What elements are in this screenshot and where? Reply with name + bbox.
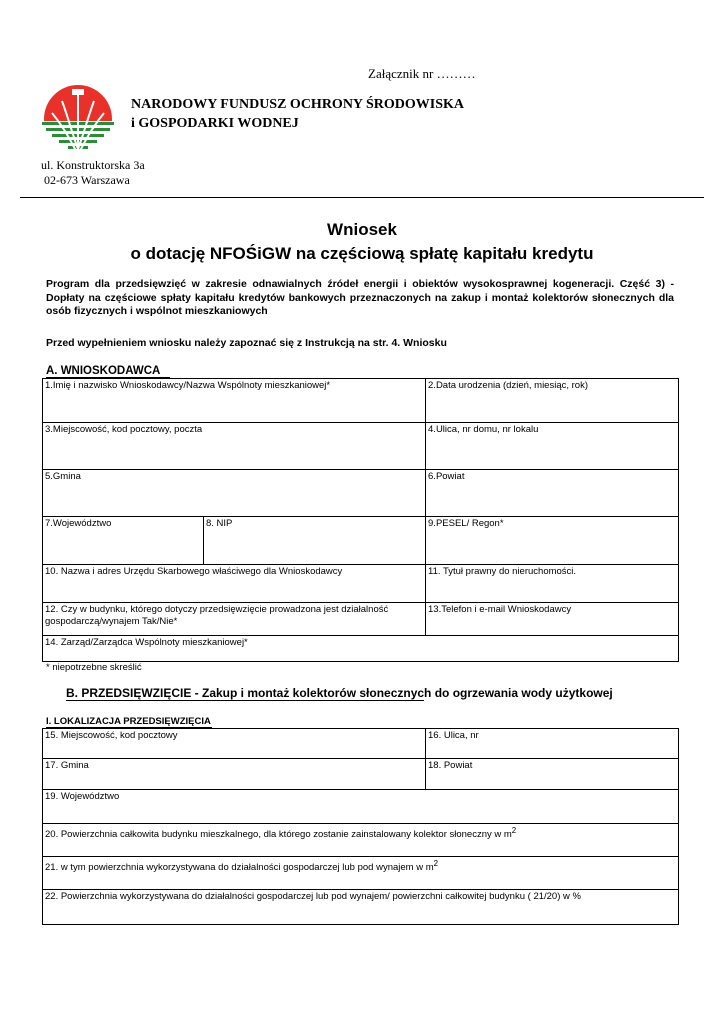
project-location-table (42, 728, 679, 925)
total-area-label: 20. Powierzchnia całkowita budynku mieszkalnego, dla którego zostanie zainstalowany kolektor słoneczny w m (45, 829, 512, 841)
address-street: ul. Konstruktorska 3a (41, 158, 145, 172)
business-area-label: 21. w tym powierzchnia wykorzystywana do działalności gospodarczej lub pod wynajem w m (45, 862, 434, 874)
field-nip[interactable]: 8. NIP (204, 517, 426, 565)
field-project-commune[interactable]: 17. Gmina (43, 759, 426, 790)
field-total-area[interactable] (43, 824, 679, 857)
field-voivodeship[interactable]: 7.Województwo (43, 517, 204, 565)
nfosigw-logo (42, 83, 114, 155)
field-project-county[interactable]: 18. Powiat (426, 759, 679, 790)
organization-name (131, 95, 464, 133)
section-a-title: A. WNIOSKODAWCA (46, 365, 161, 377)
program-description: Program dla przedsięwzięć w zakresie odnawialnych źródeł energii i obiektów wysokosprawnej kogeneracji. Część 3) - Dopłaty na częściowe spłaty kapitału kredytów bankowych przeznaczonych na zakup i montaż kolektorów słonecznych dla osób fizycznych i wspólnot mieszkaniowych (46, 278, 674, 317)
field-community-board[interactable]: 14. Zarząd/Zarządca Wspólnoty mieszkaniowej* (43, 636, 679, 662)
field-city-postcode[interactable]: 3.Miejscowość, kod pocztowy, poczta (43, 423, 426, 470)
field-business-activity[interactable]: 12. Czy w budynku, którego dotyczy przedsięwzięcie prowadzona jest działalność gospodarczą/wynajem Tak/Nie* (43, 603, 426, 636)
header-divider (20, 197, 704, 198)
field-project-city[interactable]: 15. Miejscowość, kod pocztowy (43, 729, 426, 759)
field-project-street[interactable]: 16. Ulica, nr (426, 729, 679, 759)
unit-superscript: 2 (511, 826, 517, 835)
instruction-note: Przed wypełnieniem wniosku należy zapoznać się z Instrukcją na str. 4. Wniosku (46, 337, 447, 349)
field-phone-email[interactable]: 13.Telefon i e-mail Wnioskodawcy (426, 603, 679, 636)
applicant-table (42, 378, 679, 662)
annex-number: Załącznik nr ……… (368, 66, 476, 81)
unit-superscript: 2 (433, 859, 439, 868)
field-project-voivodeship[interactable]: 19. Województwo (43, 790, 679, 824)
title-line-1: Wniosek (327, 220, 397, 239)
address-city: 02-673 Warszawa (44, 173, 130, 187)
field-area-ratio[interactable]: 22. Powierzchnia wykorzystywana do działalności gospodarczej lub pod wynajem/ powierzchni całkowitej budynku ( 21/20) w % (43, 890, 679, 925)
org-line-2: i GOSPODARKI WODNEJ (131, 116, 299, 131)
field-county[interactable]: 6.Powiat (426, 470, 679, 517)
field-tax-office[interactable]: 10. Nazwa i adres Urzędu Skarbowego właściwego dla Wnioskodawcy (43, 565, 426, 603)
location-subtitle: I. LOKALIZACJA PRZEDSIĘWZIĘCIA (46, 716, 211, 727)
footnote: * niepotrzebne skreślić (46, 662, 142, 673)
field-applicant-name[interactable]: 1.Imię i nazwisko Wnioskodawcy/Nazwa Wspólnoty mieszkaniowej* (43, 379, 426, 423)
section-b-main: B. PRZEDSIĘWZIĘCIE (66, 686, 192, 700)
page-title (0, 218, 724, 266)
field-street[interactable]: 4.Ulica, nr domu, nr lokalu (426, 423, 679, 470)
organization-address (41, 158, 145, 188)
field-business-area[interactable] (43, 857, 679, 890)
org-line-1: NARODOWY FUNDUSZ OCHRONY ŚRODOWISKA (131, 97, 465, 112)
section-b-underline (66, 700, 424, 701)
section-b-rest: - Zakup i montaż kolektorów słonecznych do ogrzewania wody użytkowej (191, 686, 613, 700)
field-legal-title[interactable]: 11. Tytuł prawny do nieruchomości. (426, 565, 679, 603)
title-line-2: o dotację NFOŚiGW na częściową spłatę kapitału kredytu (130, 244, 594, 263)
section-b-title (66, 686, 613, 700)
field-pesel-regon[interactable]: 9.PESEL/ Regon* (426, 517, 679, 565)
field-commune[interactable]: 5.Gmina (43, 470, 426, 517)
field-birth-date[interactable]: 2.Data urodzenia (dzień, miesiąc, rok) (426, 379, 679, 423)
